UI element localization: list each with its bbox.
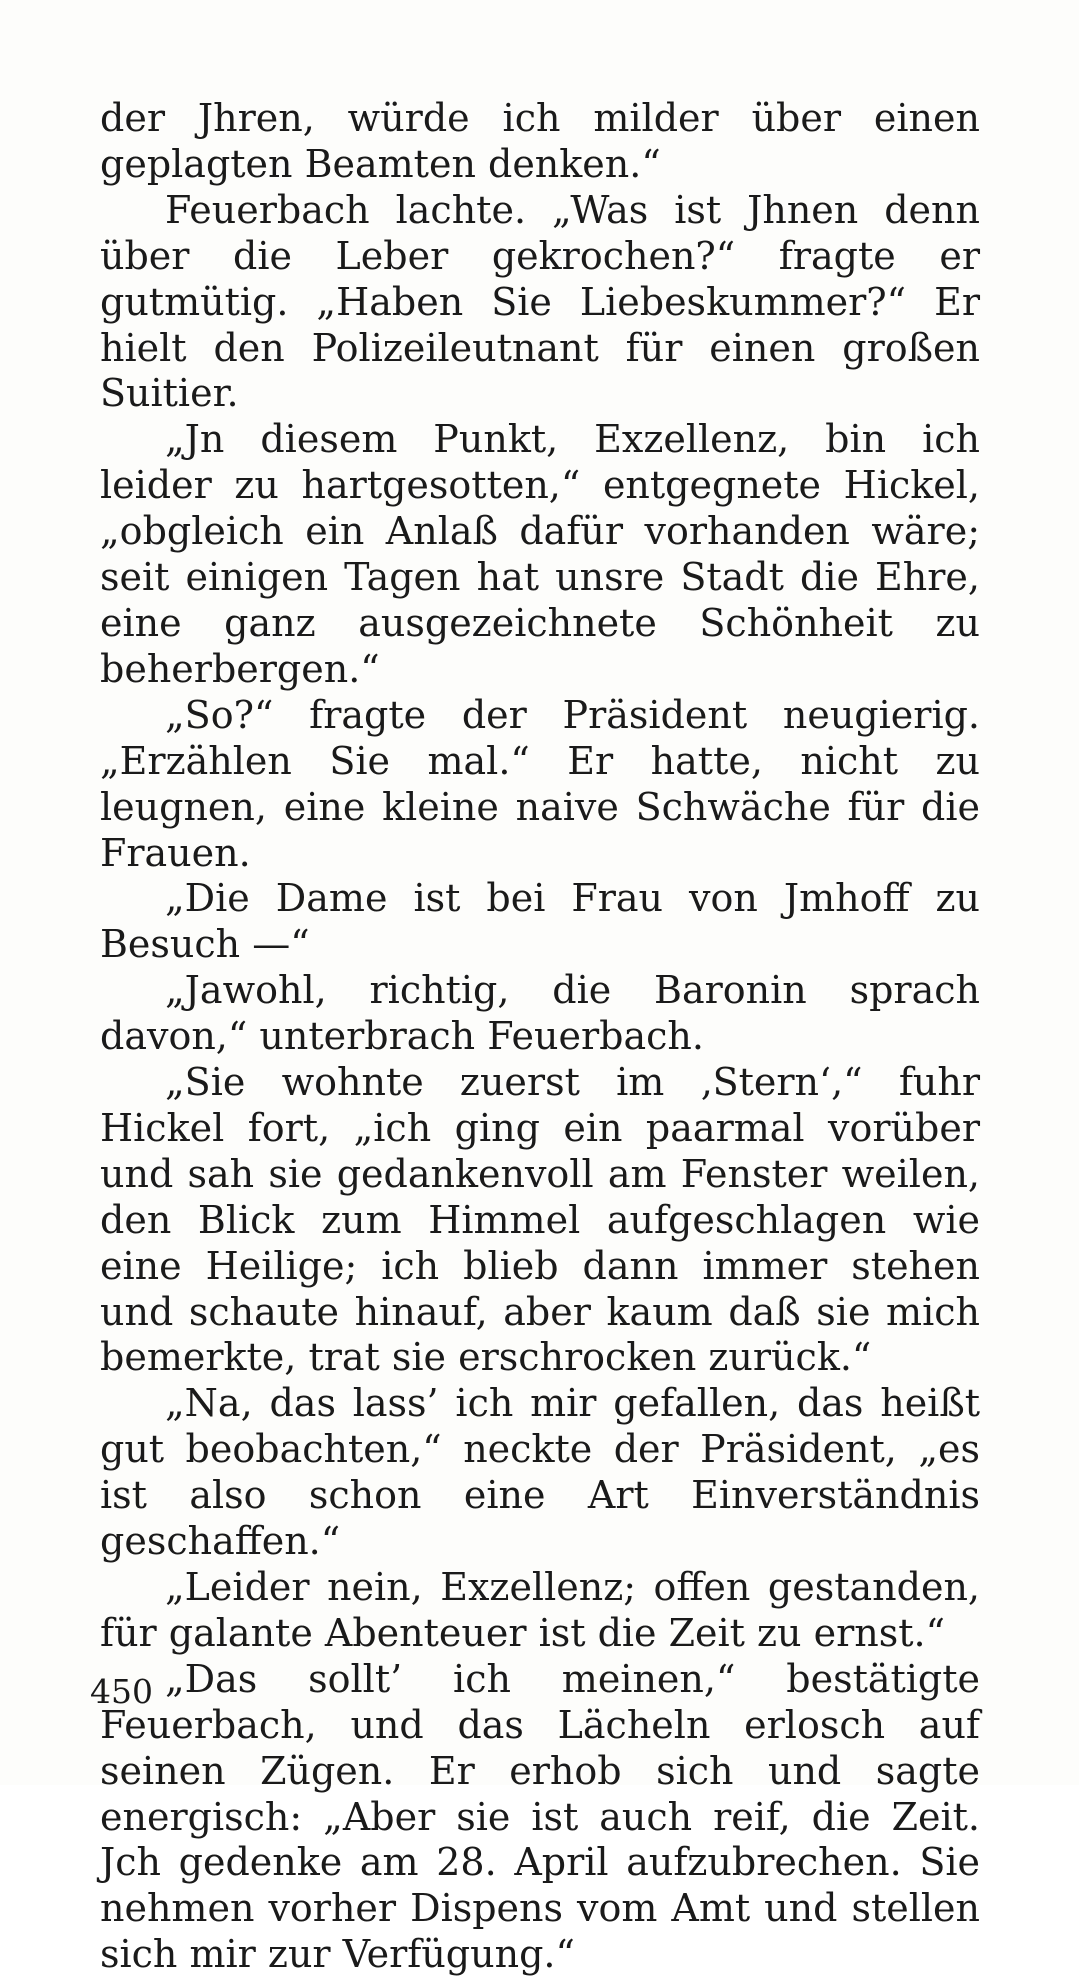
- paragraph: „Jawohl, richtig, die Baronin sprach davon,“ unterbrach Feuerbach.: [100, 968, 980, 1059]
- paragraph: „Leider nein, Exzellenz; offen gestanden, für galante Abenteuer ist die Zeit zu ernst.“: [100, 1565, 980, 1655]
- paragraph: der Jhren, würde ich milder über einen geplagten Beamten denken.“: [100, 96, 980, 186]
- paragraph: „So?“ fragte der Präsident neugierig. „Erzählen Sie mal.“ Er hatte, nicht zu leugnen, eine kleine naive Schwäche für die Frauen.: [100, 692, 980, 875]
- paragraph: „Sie wohnte zuerst im ‚Stern‘,“ fuhr Hickel fort, „ich ging ein paarmal vorüber und sah sie gedankenvoll am Fenster weilen, den Blick zum Himmel aufgeschlagen wie eine Heilige; ich blieb dann immer stehen und schaute hinauf, aber kaum daß sie mich bemerkte, trat sie erschrocken zurück.“: [100, 1060, 980, 1380]
- paragraph: „Die Dame ist bei Frau von Jmhoff zu Besuch —“: [100, 876, 980, 967]
- body-text: [100, 96, 980, 1978]
- paragraph: „Na, das lass’ ich mir gefallen, das heißt gut beobachten,“ neckte der Präsident, „es ist also schon eine Art Einverständnis geschaffen.“: [100, 1381, 980, 1564]
- paragraph: „Jn diesem Punkt, Exzellenz, bin ich leider zu hartgesotten,“ entgegnete Hickel, „obgleich ein Anlaß dafür vorhanden wäre; seit einigen Tagen hat unsre Stadt die Ehre, eine ganz ausgezeichnete Schönheit zu beherbergen.“: [100, 417, 980, 691]
- paragraph: Feuerbach lachte. „Was ist Jhnen denn über die Leber gekrochen?“ fragte er gutmütig. „Haben Sie Liebeskummer?“ Er hielt den Polizeileutnant für einen großen Suitier.: [100, 187, 980, 416]
- paragraph: „Das sollt’ ich meinen,“ bestätigte Feuerbach, und das Lächeln erlosch auf seinen Zügen. Er erhob sich und sagte energisch: „Aber sie ist auch reif, die Zeit. Jch gedenke am 28. April aufzubrechen. Sie nehmen vorher Dispens vom Amt und stellen sich mir zur Verfügung.“: [100, 1656, 980, 1977]
- page-number: 450: [90, 1672, 153, 1711]
